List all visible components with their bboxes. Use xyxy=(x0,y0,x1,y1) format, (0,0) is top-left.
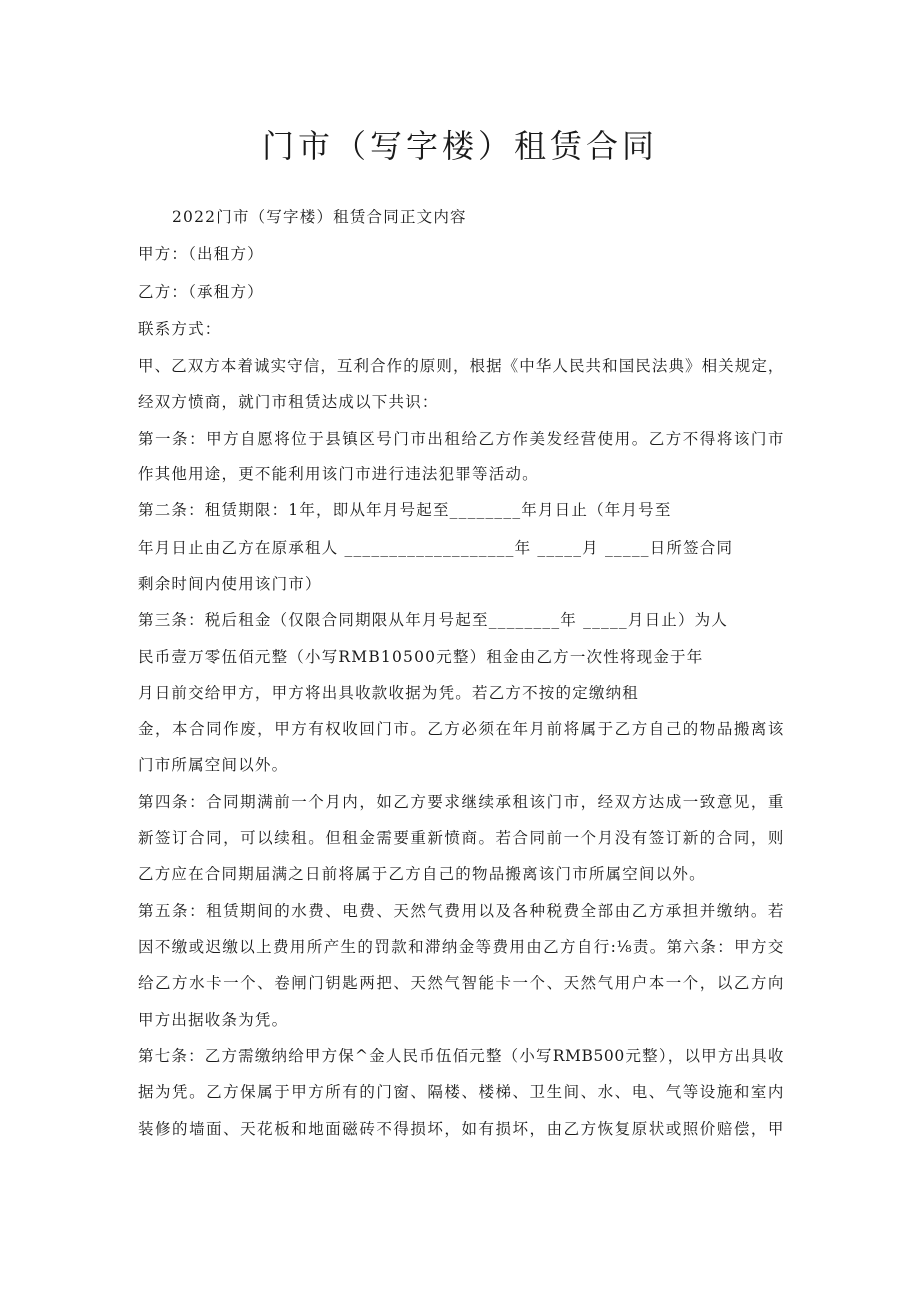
article-2-line: 剩余时间内使用该门市） xyxy=(138,575,322,593)
article-4-line: 新签订合同，可以续租。但租金需要重新愤商。若合同前一个月没有签订新的合同，则 xyxy=(138,829,784,847)
document-title: 门市（写字楼）租赁合同 xyxy=(261,127,658,165)
article-3-line: 门市所属空间以外。 xyxy=(138,756,289,774)
article-1-line: 第一条：甲方自愿将位于县镇区号门市出租给乙方作美发经营使用。乙方不得将该门市 xyxy=(138,430,784,448)
party-a-line: 甲方：（出租方） xyxy=(138,245,264,263)
article-4-line: 乙方应在合同期届满之日前将属于乙方自己的物品搬离该门市所属空间以外。 xyxy=(138,865,706,883)
article-1-line: 作其他用途，更不能利用该门市进行违法犯罪等活动。 xyxy=(138,465,539,483)
article-2-line: 年月日止由乙方在原承租人 ___________________年 _____月 _____日所签合同 xyxy=(138,539,734,557)
article-5-line: 因不缴或迟缴以上费用所产生的罚款和滞纳金等费用由乙方自行:⅛责。第六条：甲方交 xyxy=(138,938,784,956)
subtitle-line: 2022门市（写字楼）租赁合同正文内容 xyxy=(172,208,467,226)
body-line: 甲、乙双方本着诚实守信，互利合作的原则，根据《中华人民共和国民法典》相关规定， xyxy=(138,357,784,375)
article-3-line: 民币壹万零伍佰元整（小写RMB10500元整）租金由乙方一次性将现金于年 xyxy=(138,648,704,666)
article-5-line: 第五条：租赁期间的水费、电费、天然气费用以及各种税费全部由乙方承担并缴纳。若 xyxy=(138,902,784,920)
article-4-line: 第四条：合同期满前一个月内，如乙方要求继续承租该门市，经双方达成一致意见，重 xyxy=(138,793,784,811)
article-7-line: 装修的墙面、天花板和地面磁砖不得损坏，如有损坏，由乙方恢复原状或照价赔偿，甲 xyxy=(138,1120,784,1138)
article-2-line: 第二条：租赁期限：1年，即从年月号起至________年月日止（年月号至 xyxy=(138,501,672,519)
article-3-line: 月日前交给甲方，甲方将出具收款收据为凭。若乙方不按的定缴纳租 xyxy=(138,684,640,702)
article-6-line: 甲方出据收条为凭。 xyxy=(138,1011,289,1029)
article-3-line: 金，本合同作废，甲方有权收回门市。乙方必须在年月前将属于乙方自己的物品搬离该 xyxy=(138,720,784,738)
contact-line: 联系方式： xyxy=(138,320,222,338)
body-line: 经双方愤商，就门市租赁达成以下共识： xyxy=(138,393,439,411)
article-3-line: 第三条：税后租金（仅限合同期限从年月号起至________年 _____月日止）为人 xyxy=(138,611,729,629)
article-7-line: 据为凭。乙方保属于甲方所有的门窗、隔楼、楼梯、卫生间、水、电、气等设施和室内 xyxy=(138,1083,784,1101)
article-7-line: 第七条：乙方需缴纳给甲方保^金人民币伍佰元整（小写RMB500元整），以甲方出具收 xyxy=(138,1047,784,1065)
party-b-line: 乙方：（承租方） xyxy=(138,283,264,301)
article-6-line: 给乙方水卡一个、卷闸门钥匙两把、天然气智能卡一个、天然气用户本一个，以乙方向 xyxy=(138,974,784,992)
